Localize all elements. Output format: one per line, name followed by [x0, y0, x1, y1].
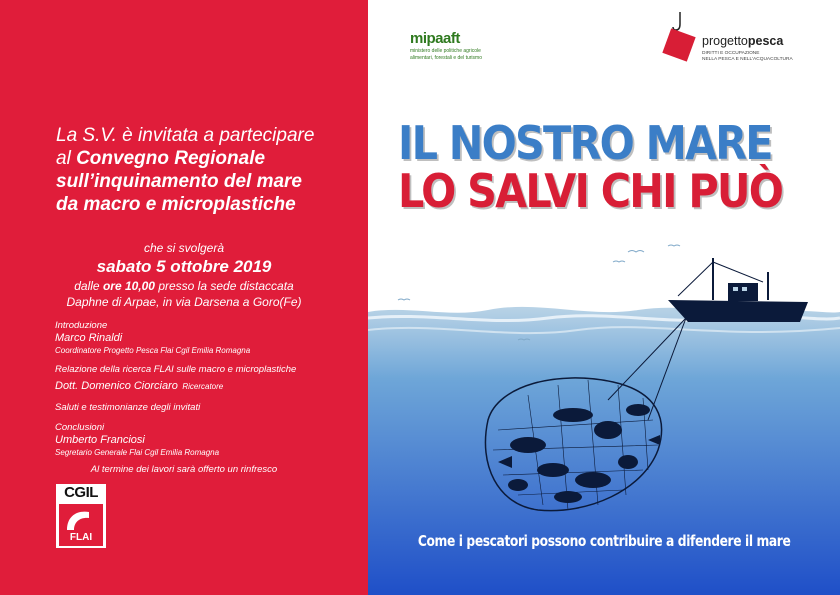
sea-illustration: [368, 0, 840, 595]
invitation-line-2-prefix: al: [56, 148, 77, 169]
event-time-value: ore 10,00: [102, 279, 155, 293]
program-speaker-line: [55, 376, 355, 394]
program-label: Introduzione: [55, 320, 108, 331]
event-lead: che si svolgerà: [143, 241, 225, 255]
event-date: sabato 5 ottobre 2019: [96, 257, 272, 276]
invitation-line-4: da macro e microplastiche: [56, 194, 296, 215]
program: [55, 320, 355, 466]
program-label: Saluti e testimonianze degli invitati: [55, 402, 201, 413]
program-label: Conclusioni: [55, 422, 105, 433]
fishing-boat-icon: [668, 258, 808, 322]
invitation-line-3: sull’inquinamento del mare: [56, 171, 302, 192]
cgil-flai-logo: [56, 484, 106, 548]
mipaaft-logo-word: mipaaft: [410, 30, 460, 47]
progetto-pesca-sub-1: DIRITTI E OCCUPAZIONE: [702, 51, 760, 56]
program-role: Ricercatore: [182, 382, 224, 391]
tagline: [368, 532, 840, 550]
right-panel: [368, 0, 840, 595]
program-role: Segretario Generale Flai Cgil Emilia Romagna: [55, 448, 220, 457]
mipaaft-logo-sub-2: alimentari, forestali e del turismo: [410, 55, 482, 61]
progetto-pesca-sub: [702, 51, 832, 62]
convegno-title: Convegno Regionale: [76, 148, 266, 169]
progetto-pesca-sub-2: NELLA PESCA E NELL'ACQUACOLTURA: [702, 56, 793, 62]
tagline-text: Come i pescatori possono contribuire a difendere il mare: [417, 532, 791, 550]
program-item: [55, 320, 355, 356]
headline-line-2: LO SALVI CHI PUÒ: [398, 164, 783, 218]
sea-water: [368, 307, 840, 595]
program-speaker: Marco Rinaldi: [55, 332, 123, 344]
event-time-prefix: dalle: [74, 279, 103, 293]
program-speaker: Umberto Franciosi: [55, 434, 145, 446]
program-label: Relazione della ricerca FLAI sulle macro e microplastiche: [55, 364, 297, 375]
program-item: [55, 422, 355, 458]
invitation-line-2: [56, 147, 356, 170]
progetto-pesca-name: [702, 34, 783, 48]
program-speaker: Dott. Domenico Ciorciaro: [55, 380, 178, 392]
program-role: Coordinatore Progetto Pesca Flai Cgil Emilia Romagna: [55, 346, 251, 355]
pesca-word: pesca: [747, 34, 784, 48]
cgil-logo-text: CGIL: [64, 484, 98, 501]
left-panel: [0, 0, 368, 595]
mipaaft-logo-sub-1: ministero delle politiche agricole: [410, 48, 481, 54]
event-place: Daphne di Arpae, in via Darsena a Goro(Fe): [66, 295, 302, 309]
invitation-text: [56, 124, 356, 216]
closing-note: Al termine dei lavori sarà offerto un rinfresco: [90, 464, 278, 475]
program-item: [55, 402, 355, 414]
fishhook-diamond-icon: [658, 10, 702, 70]
invitation-line-1: La S.V. è invitata a partecipare: [56, 125, 315, 146]
progetto-word: progetto: [702, 34, 748, 48]
program-item: [55, 364, 355, 394]
flai-logo-text: FLAI: [69, 532, 93, 543]
event-time-suffix: presso la sede distaccata: [154, 279, 294, 293]
event-details: [0, 240, 368, 310]
mipaaft-logo: [410, 30, 510, 61]
headline-line-1: IL NOSTRO MARE: [398, 116, 772, 170]
event-time: [0, 278, 368, 294]
